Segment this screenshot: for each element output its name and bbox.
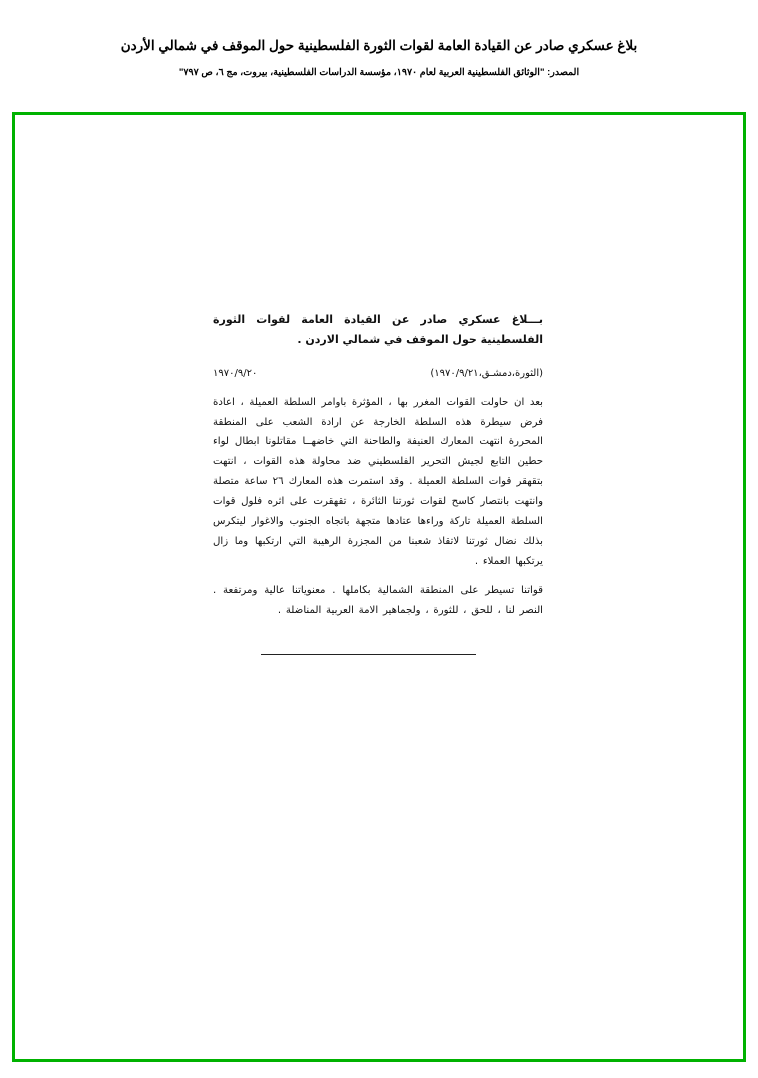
scan-paragraph-2: قواتنا تسيطر على المنطقة الشمالية بكاملها . معنوياتنا عالية ومرتفعة . النصر لنا ، للحق ، للثورة ، ولجماهير الامة العربية المناضلة . — [213, 584, 543, 616]
document-frame — [12, 112, 746, 1062]
horizontal-rule — [261, 654, 476, 655]
scan-title: بـــلاغ عسكري صادر عن القيادة العامة لقوات الثورة الفلسطينية حول الموقف في شمالي الاردن . — [213, 313, 543, 347]
source-citation: المصدر: "الوثائق الفلسطينية العربية لعام ١٩٧٠، مؤسسة الدراسات الفلسطينية، بيروت، مج ٦، ص ٧٩٧" — [178, 67, 580, 79]
document-header — [0, 0, 758, 78]
scan-paragraph-1: بعد ان حاولت القوات المغرر بها ، المؤثرة باوامر السلطة العميلة ، اعادة فرض سيطرة هذه السلطة الخارجة عن ارادة الشعب على المنطقة المحررة انتهت المعارك العنيفة والطاحنة التي خاضهــا مقاتلونا ابطال لواء حطين التابع لجيش التحرير الفلسطيني ضد محاولة هذه القوات ، انتهت بتقهقر قوات السلطة العميلة . وقد استمرت هذه المعارك ٢٦ ساعة متصلة وانتهت بانتصار كاسح لقوات ثورتنا الثائرة ، تقهقرت على اثره فلول قوات السلطة العميلة تاركة وراءها عتادها متجهة باتجاه الجنوب والاغوار ليتكرس بذلك نضال ثورتنا لاتقاذ شعبنا من المجزرة الرهيبة التي ارتكبها وما زال يرتكبها العملاء . — [213, 396, 543, 567]
scanned-document-text — [213, 310, 543, 655]
scan-source-reference: (الثورة،دمشـق،١٩٧٠/٩/٢١) — [430, 367, 543, 379]
scan-meta-row — [213, 368, 543, 379]
page-title: بلاغ عسكري صادر عن القيادة العامة لقوات الثورة الفلسطينية حول الموقف في شمالي الأردن — [120, 38, 638, 53]
scan-date: ١٩٧٠/٩/٢٠ — [213, 367, 258, 379]
